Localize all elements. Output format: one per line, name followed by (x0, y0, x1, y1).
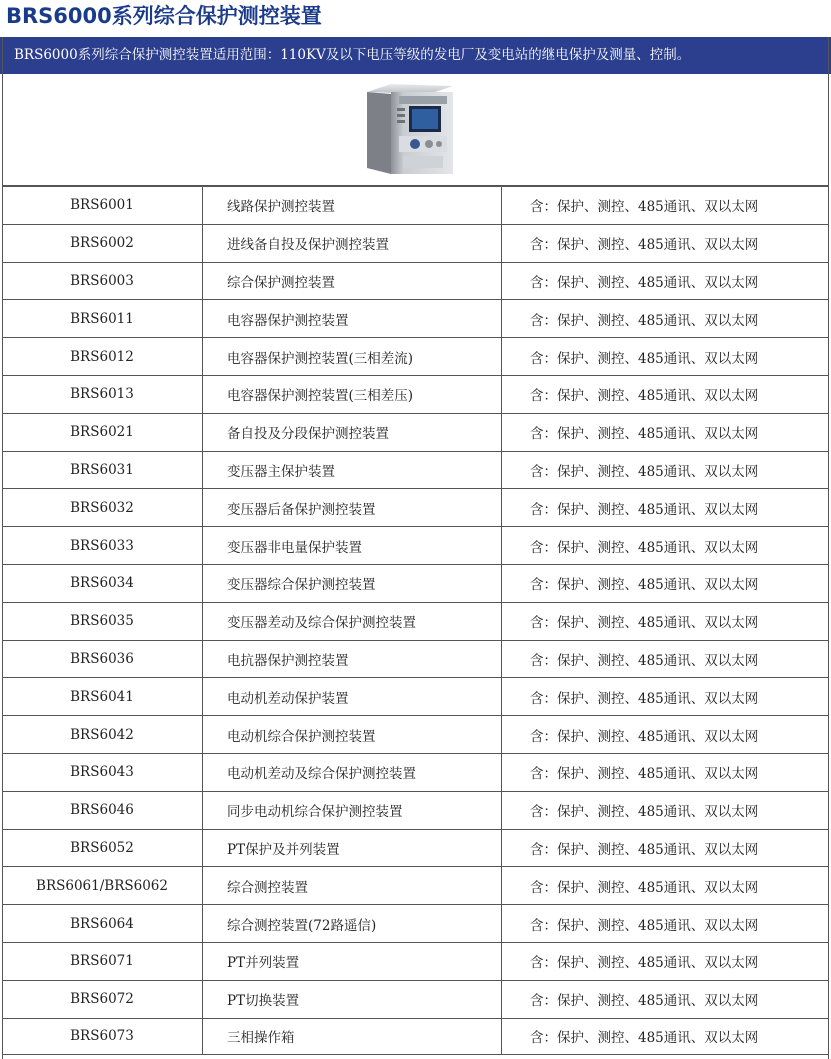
name-cell: 同步电动机综合保护测控装置 (202, 792, 501, 829)
model-cell: BRS6021 (70, 424, 134, 441)
table-row (2, 413, 829, 451)
scope-banner: BRS6000系列综合保护测控装置适用范围：110KV及以下电压等级的发电厂及变电站的继电保护及测量、控制。 (0, 37, 831, 74)
features-cell: 含：保护、测控、485通讯、双以太网 (501, 300, 829, 337)
table-row (2, 942, 829, 980)
model-cell: BRS6035 (70, 613, 134, 630)
name-cell: 电动机差动保护装置 (202, 678, 501, 715)
features-cell: 含：保护、测控、485通讯、双以太网 (501, 678, 829, 715)
table-row (2, 753, 829, 791)
name-cell: PT保护及并列装置 (202, 830, 501, 867)
features-cell: 含：保护、测控、485通讯、双以太网 (501, 943, 829, 980)
model-cell: BRS6061/BRS6062 (36, 877, 168, 894)
features-cell: 含：保护、测控、485通讯、双以太网 (501, 981, 829, 1018)
table-row (2, 337, 829, 375)
table-row (2, 224, 829, 262)
product-table (2, 186, 829, 1055)
name-cell: 电容器保护测控装置 (202, 300, 501, 337)
table-row (2, 866, 829, 904)
features-cell: 含：保护、测控、485通讯、双以太网 (501, 905, 829, 942)
name-cell: 综合保护测控装置 (202, 263, 501, 300)
model-cell: BRS6001 (70, 197, 134, 214)
features-cell: 含：保护、测控、485通讯、双以太网 (501, 263, 829, 300)
name-cell: 综合测控装置(72路遥信) (202, 905, 501, 942)
frame-left (2, 37, 3, 1059)
model-cell: BRS6073 (70, 1028, 134, 1045)
model-cell: BRS6034 (70, 575, 134, 592)
features-cell: 含：保护、测控、485通讯、双以太网 (501, 1019, 829, 1055)
features-cell: 含：保护、测控、485通讯、双以太网 (501, 489, 829, 526)
features-cell: 含：保护、测控、485通讯、双以太网 (501, 754, 829, 791)
model-cell: BRS6064 (70, 915, 134, 932)
name-cell: 线路保护测控装置 (202, 187, 501, 224)
features-cell: 含：保护、测控、485通讯、双以太网 (501, 452, 829, 489)
features-cell: 含：保护、测控、485通讯、双以太网 (501, 641, 829, 678)
name-cell: 进线备自投及保护测控装置 (202, 225, 501, 262)
name-cell: 电容器保护测控装置(三相差流) (202, 338, 501, 375)
name-cell: 电动机综合保护测控装置 (202, 716, 501, 753)
frame-right (828, 37, 829, 1059)
model-cell: BRS6041 (70, 688, 134, 705)
model-cell: BRS6071 (70, 953, 134, 970)
table-row (2, 262, 829, 300)
model-cell: BRS6072 (70, 991, 134, 1008)
model-cell: BRS6011 (70, 310, 134, 327)
name-cell: 备自投及分段保护测控装置 (202, 414, 501, 451)
table-row (2, 186, 829, 224)
features-cell: 含：保护、测控、485通讯、双以太网 (501, 565, 829, 602)
features-cell: 含：保护、测控、485通讯、双以太网 (501, 338, 829, 375)
model-cell: BRS6013 (70, 386, 134, 403)
table-row (2, 299, 829, 337)
model-cell: BRS6002 (70, 235, 134, 252)
name-cell: 综合测控装置 (202, 867, 501, 904)
features-cell: 含：保护、测控、485通讯、双以太网 (501, 603, 829, 640)
features-cell: 含：保护、测控、485通讯、双以太网 (501, 716, 829, 753)
table-row (2, 375, 829, 413)
table-row (2, 980, 829, 1018)
features-cell: 含：保护、测控、485通讯、双以太网 (501, 792, 829, 829)
table-row (2, 791, 829, 829)
features-cell: 含：保护、测控、485通讯、双以太网 (501, 830, 829, 867)
model-cell: BRS6042 (70, 726, 134, 743)
name-cell: 三相操作箱 (202, 1019, 501, 1055)
model-cell: BRS6032 (70, 499, 134, 516)
features-cell: 含：保护、测控、485通讯、双以太网 (501, 376, 829, 413)
table-row (2, 488, 829, 526)
model-cell: BRS6046 (70, 802, 134, 819)
model-cell: BRS6036 (70, 650, 134, 667)
table-row (2, 904, 829, 942)
table-row (2, 451, 829, 489)
name-cell: 变压器综合保护测控装置 (202, 565, 501, 602)
table-row (2, 526, 829, 564)
model-cell: BRS6033 (70, 537, 134, 554)
protection-relay-device-icon (359, 82, 455, 178)
name-cell: 电容器保护测控装置(三相差压) (202, 376, 501, 413)
model-cell: BRS6003 (70, 272, 134, 289)
model-cell: BRS6052 (70, 839, 134, 856)
name-cell: 电动机差动及综合保护测控装置 (202, 754, 501, 791)
name-cell: PT切换装置 (202, 981, 501, 1018)
model-cell: BRS6031 (70, 461, 134, 478)
product-image-area (2, 74, 829, 186)
table-row (2, 564, 829, 602)
table-row (2, 640, 829, 678)
features-cell: 含：保护、测控、485通讯、双以太网 (501, 187, 829, 224)
name-cell: PT并列装置 (202, 943, 501, 980)
name-cell: 变压器非电量保护装置 (202, 527, 501, 564)
model-cell: BRS6012 (70, 348, 134, 365)
table-row (2, 715, 829, 753)
name-cell: 变压器后备保护测控装置 (202, 489, 501, 526)
table-row (2, 829, 829, 867)
model-cell: BRS6043 (70, 764, 134, 781)
features-cell: 含：保护、测控、485通讯、双以太网 (501, 867, 829, 904)
name-cell: 变压器主保护装置 (202, 452, 501, 489)
table-row (2, 602, 829, 640)
name-cell: 变压器差动及综合保护测控装置 (202, 603, 501, 640)
table-row (2, 677, 829, 715)
features-cell: 含：保护、测控、485通讯、双以太网 (501, 527, 829, 564)
page-title: BRS6000系列综合保护测控装置 (6, 4, 322, 28)
features-cell: 含：保护、测控、485通讯、双以太网 (501, 225, 829, 262)
name-cell: 电抗器保护测控装置 (202, 641, 501, 678)
features-cell: 含：保护、测控、485通讯、双以太网 (501, 414, 829, 451)
table-row (2, 1018, 829, 1056)
